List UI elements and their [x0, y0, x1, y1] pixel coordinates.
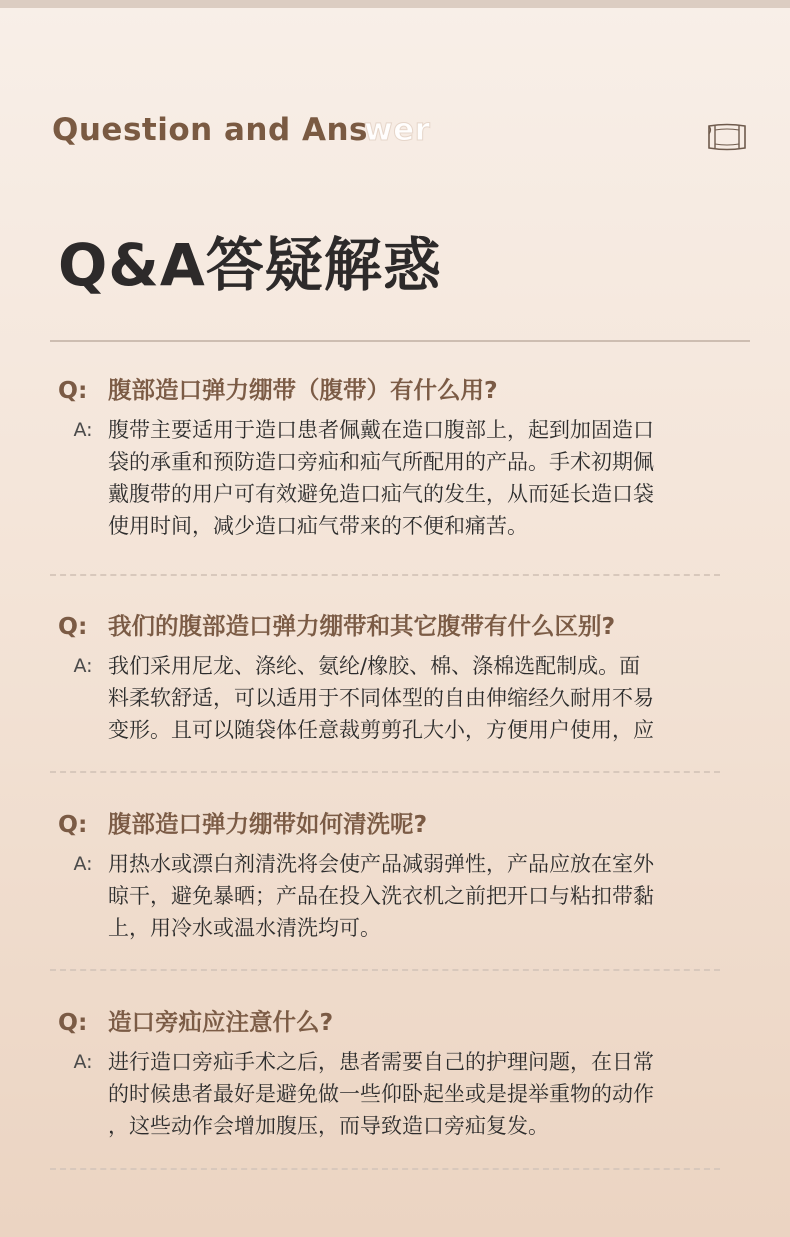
answer-line: 戴腹带的用户可有效避免造口疝气的发生，从而延长造口袋 [108, 482, 654, 506]
english-heading [52, 112, 430, 148]
question-text: 造口旁疝应注意什么? [108, 1008, 334, 1036]
dashed-divider [50, 1168, 720, 1170]
title-divider [50, 340, 750, 342]
answer-text [108, 848, 748, 944]
english-heading-main: Question and Ans [52, 112, 368, 148]
question-prefix: Q: [58, 612, 88, 640]
top-strip [0, 0, 790, 8]
answer-text [108, 650, 748, 746]
answer-line: 上，用冷水或温水清洗均可。 [108, 916, 381, 940]
answer-row [58, 414, 748, 542]
english-heading-ghost: wer [364, 112, 431, 148]
question-row [58, 610, 748, 642]
question-row [58, 808, 748, 840]
answer-row [58, 1046, 748, 1142]
answer-prefix: A: [73, 1051, 93, 1073]
question-prefix: Q: [58, 376, 88, 404]
answer-line: 我们采用尼龙、涤纶、氨纶/橡胶、棉、涤棉选配制成。面 [108, 654, 641, 678]
question-text: 腹部造口弹力绷带如何清洗呢? [108, 810, 428, 838]
page-title: Q&A答疑解惑 [58, 231, 442, 299]
answer-line: 的时候患者最好是避免做一些仰卧起坐或是提举重物的动作 [108, 1082, 654, 1106]
answer-prefix: A: [73, 655, 93, 677]
answer-line: 腹带主要适用于造口患者佩戴在造口腹部上，起到加固造口 [108, 418, 654, 442]
answer-line: 进行造口旁疝手术之后，患者需要自己的护理问题，在日常 [108, 1050, 654, 1074]
answer-line: 变形。且可以随袋体任意裁剪剪孔大小，方便用户使用，应 [108, 718, 654, 742]
qa-item [58, 1006, 748, 1142]
question-prefix: Q: [58, 1008, 88, 1036]
answer-line: 用热水或漂白剂清洗将会使产品减弱弹性，产品应放在室外 [108, 852, 654, 876]
answer-prefix: A: [73, 419, 93, 441]
answer-line: 袋的承重和预防造口旁疝和疝气所配用的产品。手术初期佩 [108, 450, 654, 474]
answer-text [108, 1046, 748, 1142]
answer-line: ，这些动作会增加腹压，而导致造口旁疝复发。 [108, 1114, 549, 1138]
question-prefix: Q: [58, 810, 88, 838]
qa-item [58, 374, 748, 542]
question-row [58, 374, 748, 406]
answer-prefix: A: [73, 853, 93, 875]
qa-item [58, 808, 748, 944]
dashed-divider [50, 574, 720, 576]
answer-row [58, 848, 748, 944]
answer-text [108, 414, 748, 542]
answer-line: 料柔软舒适，可以适用于不同体型的自由伸缩经久耐用不易 [108, 686, 654, 710]
question-text: 腹部造口弹力绷带（腹带）有什么用? [108, 376, 498, 404]
qa-item [58, 610, 748, 746]
waist-belt-icon [706, 122, 748, 152]
question-text: 我们的腹部造口弹力绷带和其它腹带有什么区别? [108, 612, 616, 640]
question-row [58, 1006, 748, 1038]
dashed-divider [50, 969, 720, 971]
answer-row [58, 650, 748, 746]
answer-line: 使用时间，减少造口疝气带来的不便和痛苦。 [108, 514, 528, 538]
dashed-divider [50, 771, 720, 773]
answer-line: 晾干，避免暴晒；产品在投入洗衣机之前把开口与粘扣带黏 [108, 884, 654, 908]
